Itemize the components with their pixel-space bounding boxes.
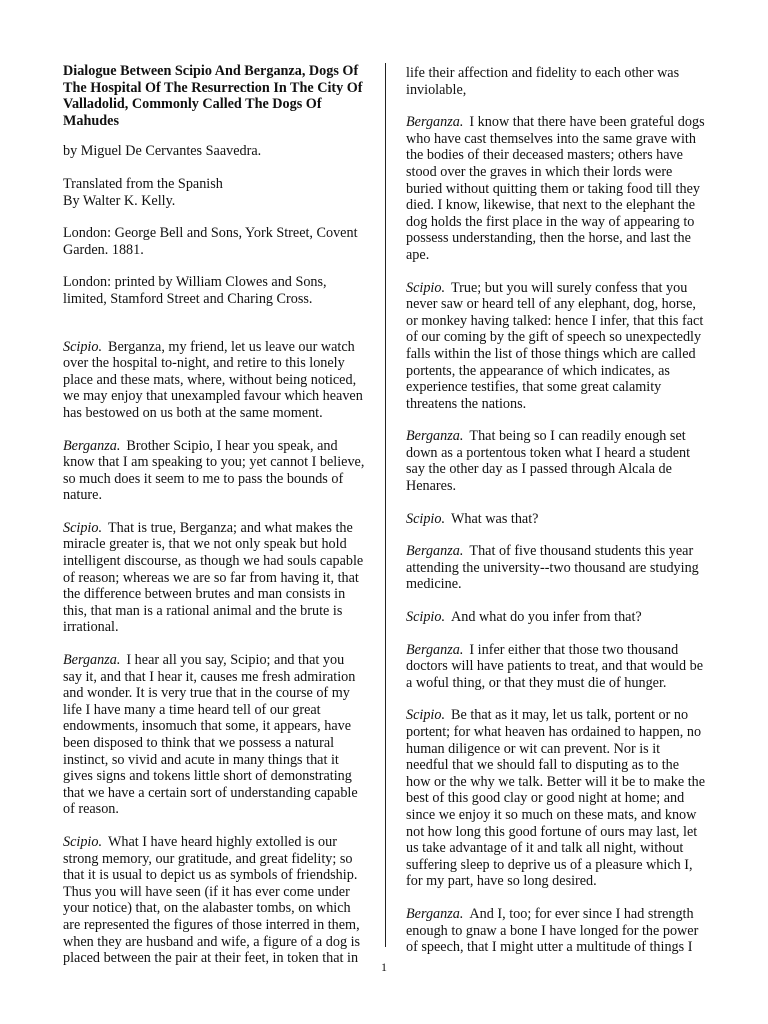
dialogue-text: Berganza, my friend, let us leave our watch over the hospital to-night, and retire to this lonely place and these mats, where, without being noticed, we may enjoy that unexampled favour which heaven has bestowed on us both at the same moment. bbox=[63, 338, 363, 421]
dialogue-text: What I have heard highly extolled is our strong memory, our gratitude, and great fidelity; so that it is usual to depict us as symbols of friendship. Thus you will have seen (if it has ever come under your notice) that, on the alabaster tombs, on which are represented the figures of those interred in them, when they are husband and wife, a figure of a dog is placed between the pair at their feet, in token that in bbox=[63, 833, 361, 967]
translation-credit bbox=[63, 176, 365, 209]
dialogue-text: True; but you will surely confess that you never saw or heard tell of any elephant, dog, horse, or monkey having talked: hence I infer, that this fact of our coming by the gift of speech so unexpectedly falls within the list of those things which are called portents, the appearance of which indicates, as experience testifies, that some great calamity threatens the nations. bbox=[406, 279, 704, 412]
dialogue-paragraph bbox=[406, 609, 706, 626]
speaker-name: Scipio. bbox=[406, 707, 446, 724]
dialogue-text: And I, too; for ever since I had strength enough to gnaw a bone I have longed for the power of speech, that I might utter a multitude of things I bbox=[406, 905, 699, 956]
dialogue-paragraph bbox=[406, 543, 706, 593]
dialogue-text: I know that there have been grateful dogs who have cast themselves into the same grave with the bodies of their deceased masters; others have stood over the graves in which their lords were buried without quitting them or taking food till they died. I know, likewise, that next to the elephant the dog holds the first place in the way of appearing to possess understanding, then the horse, and last the ape. bbox=[406, 114, 705, 263]
left-column bbox=[63, 63, 365, 983]
dialogue-paragraph bbox=[406, 642, 706, 692]
dialogue-paragraph bbox=[406, 707, 706, 890]
dialogue-text: I hear all you say, Scipio; and that you say it, and that I hear it, causes me fresh admiration and wonder. It is very true that in the course of my life I have many a time heard tell of our great endowments, insomuch that some, it appears, have been disposed to think that we possess a natural instinct, so vivid and acute in many things that it gives signs and tokens little short of demonstrating that we have a certain sort of understanding capable of reason. bbox=[63, 652, 358, 818]
dialogue-text: What was that? bbox=[451, 510, 539, 527]
speaker-name: Scipio. bbox=[63, 338, 103, 355]
byline: by Miguel De Cervantes Saavedra. bbox=[63, 143, 262, 160]
printer-line: London: printed by William Clowes and Sons, limited, Stamford Street and Charing Cross. bbox=[63, 274, 327, 307]
speaker-name: Scipio. bbox=[63, 833, 103, 850]
publisher-line: London: George Bell and Sons, York Street, Covent Garden. 1881. bbox=[63, 225, 358, 258]
speaker-name: Scipio. bbox=[406, 609, 446, 626]
document-title: Dialogue Between Scipio And Berganza, Dogs Of The Hospital Of The Resurrection In The City Of Valladolid, Commonly Called The Dogs Of Mahudes bbox=[63, 63, 363, 129]
speaker-name: Berganza. bbox=[63, 437, 121, 454]
continued-paragraph: life their affection and fidelity to each other was inviolable, bbox=[406, 65, 680, 98]
column-divider bbox=[385, 63, 386, 947]
dialogue-text: Be that as it may, let us talk, portent or no portent; for what heaven has ordained to happen, no human diligence or wit can prevent. Nor is it needful that we should fall to disputing as to the how or the why we talk. Better will it be to make the best of this good clay or good night at home; and since we enjoy it so much on these mats, and know not how long this good fortune of ours may last, let us take advantage of it and talk all night, without suffering sleep to deprive us of a pleasure which I, for my part, have so long desired. bbox=[406, 707, 706, 890]
speaker-name: Berganza. bbox=[406, 905, 464, 922]
dialogue-text: That being so I can readily enough set down as a portentous token what I heard a student say the other day as I passed through Alcala de Henares. bbox=[406, 428, 691, 495]
right-column bbox=[406, 65, 706, 972]
speaker-name: Scipio. bbox=[63, 519, 103, 536]
speaker-name: Berganza. bbox=[406, 114, 464, 131]
dialogue-paragraph bbox=[406, 511, 706, 528]
dialogue-text: That is true, Berganza; and what makes the miracle greater is, that we not only speak but hold intelligent discourse, as though we had souls capable of reason; whereas we are so far from having it, that the difference between brutes and man consists in this, that man is a rational animal and the brute is irrational. bbox=[63, 519, 364, 636]
dialogue-text: That of five thousand students this year attending the university--two thousand are studying medicine. bbox=[406, 543, 699, 593]
translated-line-1: Translated from the Spanish bbox=[63, 175, 223, 192]
speaker-name: Berganza. bbox=[406, 641, 464, 658]
dialogue-paragraph bbox=[63, 339, 365, 422]
speaker-name: Scipio. bbox=[406, 279, 446, 296]
dialogue-text: And what do you infer from that? bbox=[451, 609, 642, 626]
dialogue-text: Brother Scipio, I hear you speak, and know that I am speaking to you; yet cannot I believe, so much does it seem to me to pass the bounds of nature. bbox=[63, 437, 365, 504]
dialogue-paragraph bbox=[63, 652, 365, 818]
page-number: 1 bbox=[381, 960, 387, 974]
speaker-name: Scipio. bbox=[406, 510, 446, 527]
speaker-name: Berganza. bbox=[406, 543, 464, 560]
dialogue-text: I infer either that those two thousand doctors will have patients to treat, and that would be a woful thing, or that they must die of hunger. bbox=[406, 641, 704, 691]
dialogue-paragraph bbox=[406, 428, 706, 494]
speaker-name: Berganza. bbox=[406, 428, 464, 445]
dialogue-paragraph bbox=[406, 280, 706, 413]
dialogue-paragraph bbox=[406, 114, 706, 263]
translated-line-2: By Walter K. Kelly. bbox=[63, 192, 176, 209]
dialogue-paragraph bbox=[63, 520, 365, 636]
dialogue-paragraph bbox=[63, 438, 365, 504]
dialogue-paragraph bbox=[63, 834, 365, 967]
speaker-name: Berganza. bbox=[63, 652, 121, 669]
dialogue-paragraph bbox=[406, 906, 706, 956]
